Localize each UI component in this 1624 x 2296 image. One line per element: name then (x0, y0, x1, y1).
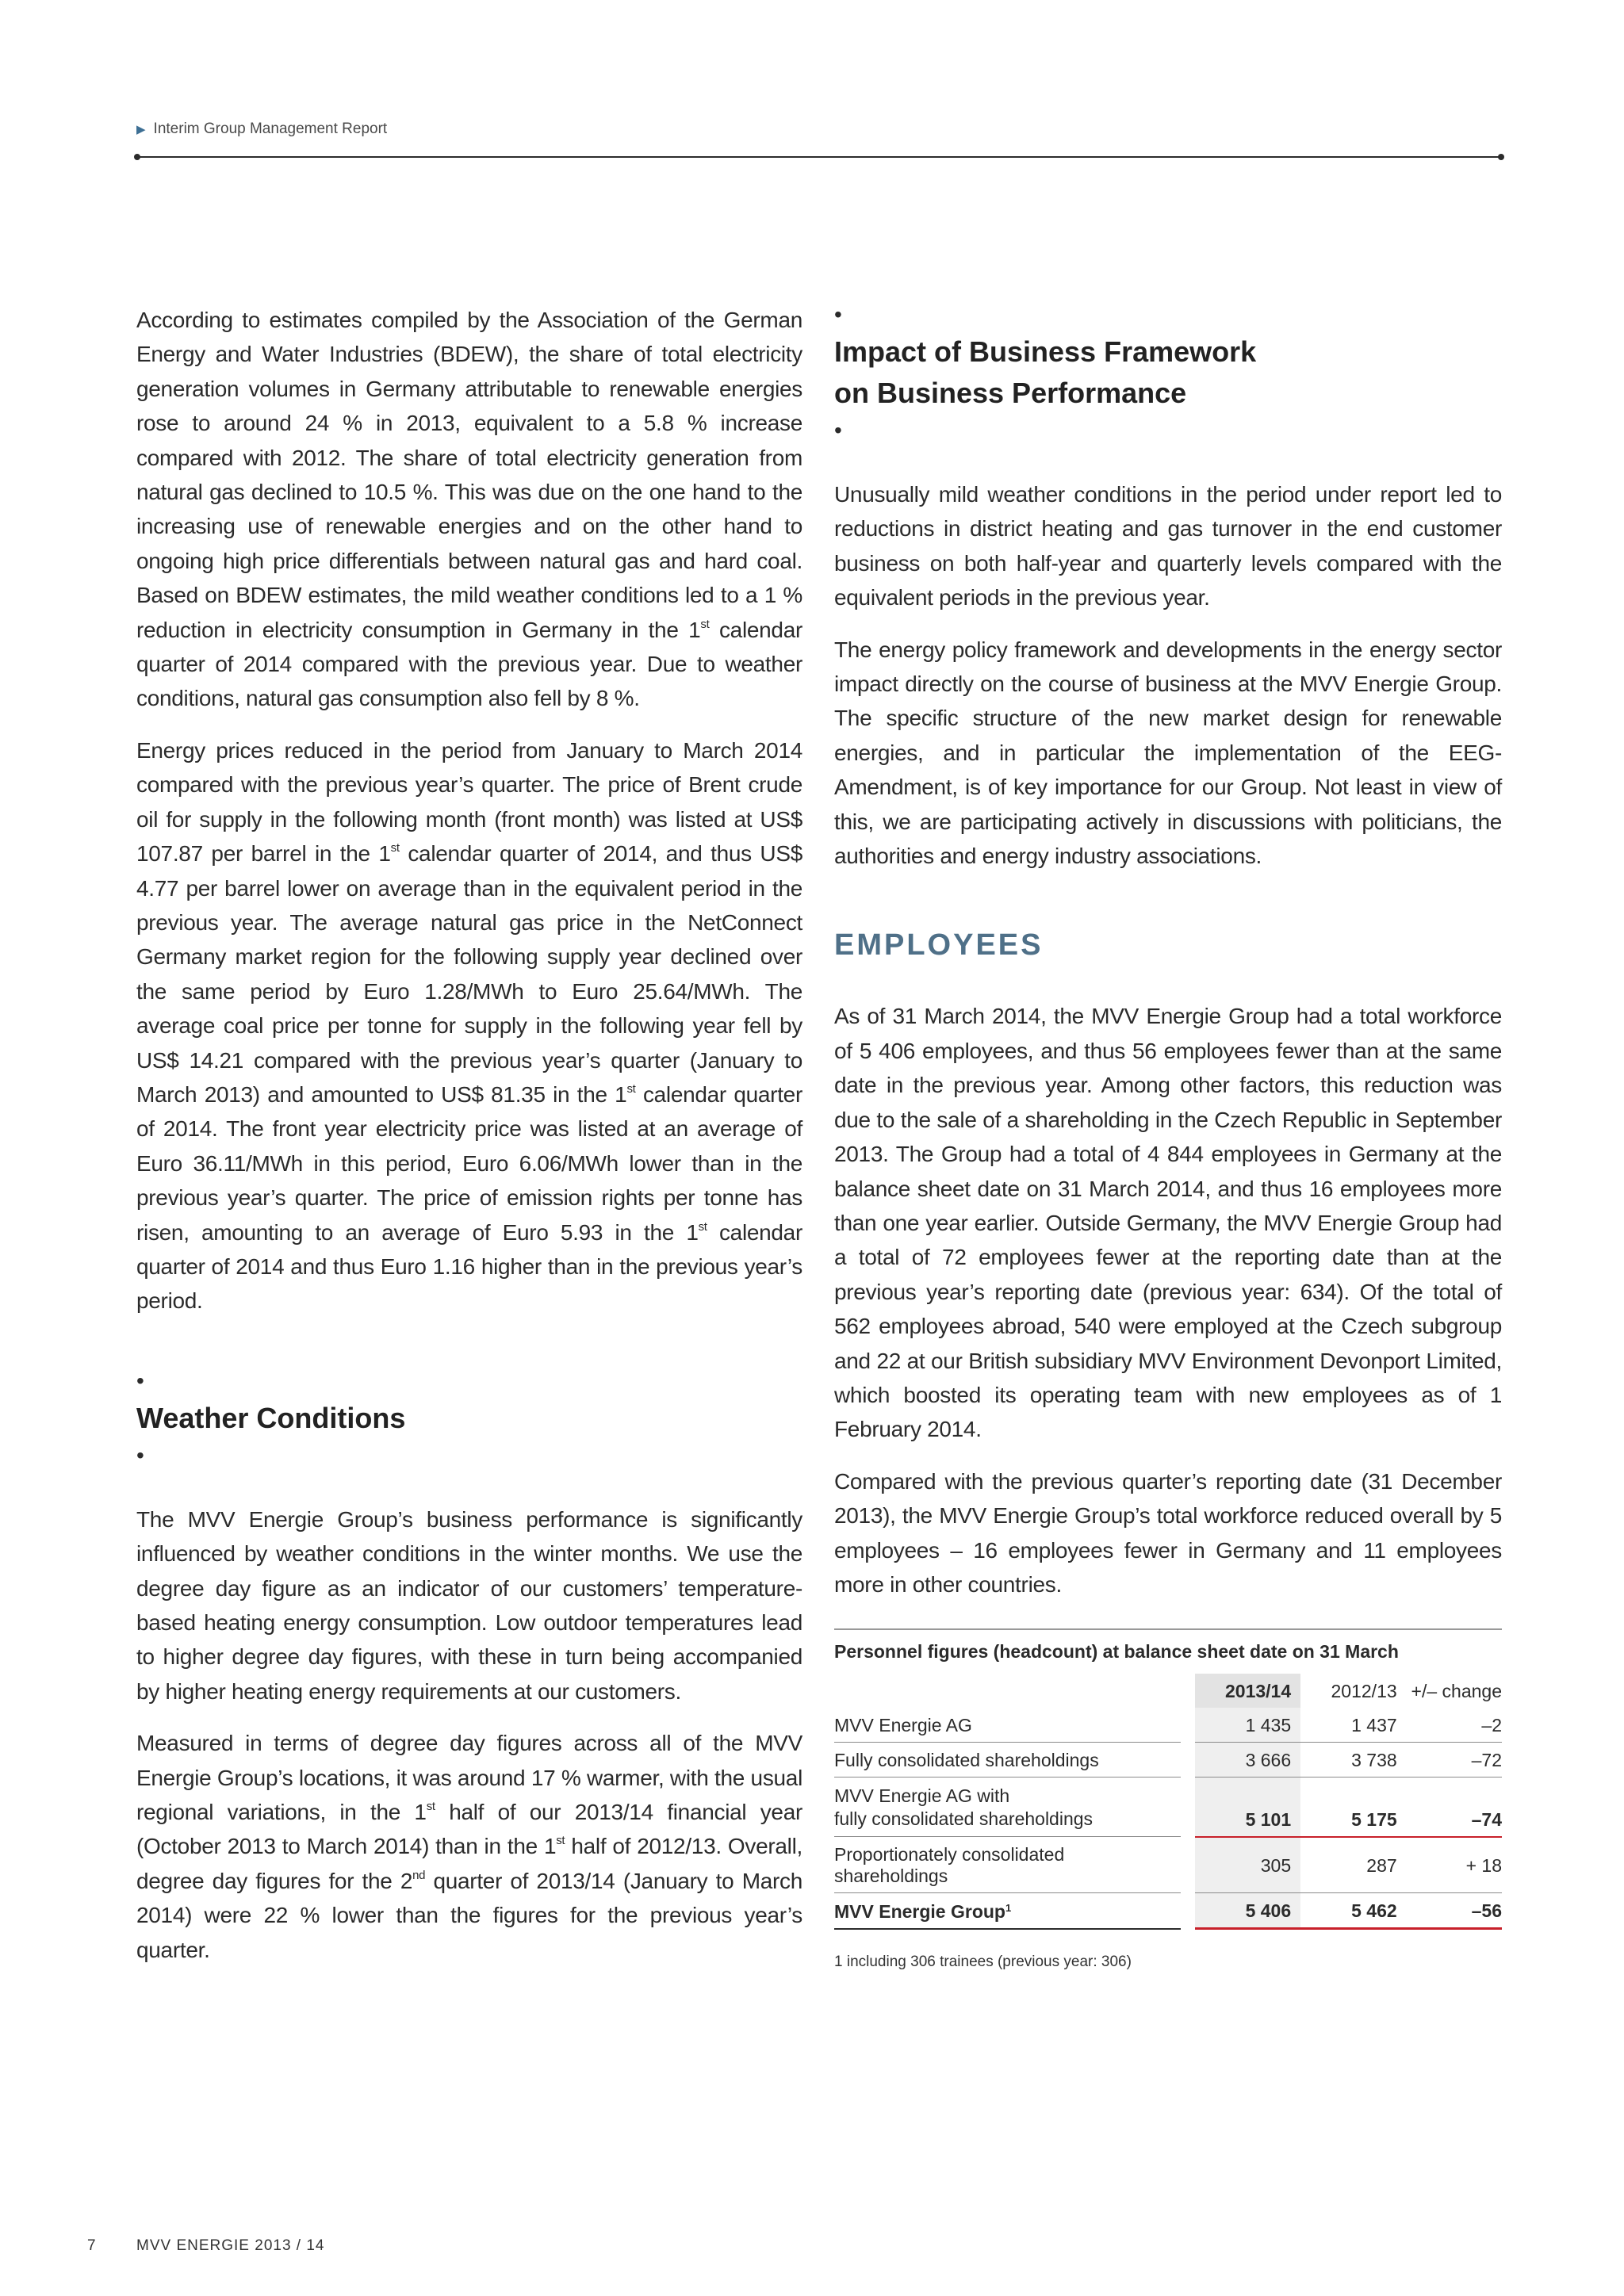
column-header: +/– change (1411, 1681, 1502, 1702)
paragraph-mild-weather: Unusually mild weather conditions in the period under report led to reductions in district heating and gas turnover in the end customer business on both half-year and quarterly levels compared with the equivalent periods in the previous year. (834, 482, 1502, 610)
header-rule (136, 156, 1502, 158)
bullet-icon: • (136, 1368, 144, 1393)
table-row: MVV Energie AG 1 435 1 437 –2 (834, 1708, 1502, 1743)
right-column (834, 303, 1502, 1971)
paragraph-degree-days: Measured in terms of degree day figures across all of the MVV Energie Group’s locations, it was around 17 % warmer, with the usual regional variations, in the 1st half of our 2013/14 financial year (October 2013 to March 2014) than in the 1st half of 2012/13. Overall, degree day figures for the 2nd quarter of 2013/14 (January to March 2014) were 22 % lower than the figures for the previous year’s quarter. (136, 1731, 802, 1962)
page-number: 7 (87, 2237, 97, 2254)
column-header: 2012/13 (1331, 1681, 1397, 1702)
bullet-icon: • (136, 1442, 144, 1468)
section-title: Interim Group Management Report (153, 121, 388, 137)
impact-heading: Impact of Business Framework on Business Performance (834, 335, 1257, 409)
paragraph-energy-policy: The energy policy framework and developments in the energy sector impact directly on the course of business at the MVV Energie Group. The specific structure of the new market design for renewable energies, and in particular the implementation of the EEG-Amendment, is of key importance for our Group. Not least in view of this, we are participating actively in discussions with politicians, the authorities and energy industry associations. (834, 637, 1502, 869)
paragraph-weather: The MVV Energie Group’s business performance is significantly influenced by weather conditions in the winter months. We use the degree day figure as an indicator of our customers’ temperature-based heating energy consumption. Low outdoor temperatures lead to higher degree day figures, with these in turn being accompanied by higher heating energy requirements at our customers. (136, 1506, 802, 1704)
bullet-icon: • (834, 418, 842, 442)
rule-dot-right (1498, 154, 1504, 160)
paragraph-workforce-change: Compared with the previous quarter’s reporting date (31 December 2013), the MVV Energie Group’s total workforce reduced overall by 5 employees – 16 employees fewer in Germany and 11 employees more in other countries. (834, 1468, 1502, 1597)
table-row: Fully consolidated shareholdings 3 666 3 738 –72 (834, 1743, 1502, 1777)
rule-dot-left (134, 154, 140, 160)
paragraph-energy-prices: Energy prices reduced in the period from January to March 2014 compared with the previous year’s quarter. The price of Brent crude oil for supply in the following month (front month) was listed at US$ 107.87 per barrel in the 1st calendar quarter of 2014, and thus US$ 4.77 per barrel lower on average than in the equivalent period in the previous year. The average natural gas price in the NetConnect Germany market region for the following supply year declined over the same period by Euro 1.28/MWh to Euro 25.64/MWh. The average coal price per tonne for supply in the following year fell by US$ 14.21 compared with the previous year’s quarter (January to March 2013) and amounted to US$ 81.35 in the 1st calendar quarter of 2014. The front year electricity price was listed at an average of Euro 36.11/MWh in this period, Euro 6.06/MWh lower than in the previous year’s quarter. The price of emission rights per tonne has risen, amounting to an average of Euro 5.93 in the 1st calendar quarter of 2014 and thus Euro 1.16 higher than in the previous year’s period. (136, 737, 802, 1314)
table-header-row (834, 1674, 1502, 1708)
table-row-total: MVV Energie Group$^1$ 5 406 5 462 –56 (834, 1893, 1502, 1929)
publication-title: MVV ENERGIE 2013 / 14 (136, 2237, 325, 2254)
left-column (136, 303, 802, 1984)
employees-heading: EMPLOYEES (834, 928, 1044, 962)
paragraph-workforce: As of 31 March 2014, the MVV Energie Group had a total workforce of 5 406 employees, and thus 56 employees fewer than at the same date in the previous year. Among other factors, this reduction was due to the sale of a shareholding in the Czech Republic in September 2013. The Group had a total of 4 844 employees in Germany at the balance sheet date on 31 March 2014, and thus 16 employees more than one year earlier. Outside Germany, the MVV Energie Group had a total of 72 employees fewer at the reporting date than at the previous year’s reporting date (previous year: 634). Of the total of 562 employees abroad, 540 were employed at the Czech subgroup and 22 at our British subsidiary MVV Environment Devonport Limited, which boosted its operating team with new employees as of 1 February 2014. (834, 1004, 1502, 1442)
table-row-subtotal: MVV Energie AG with fully consolidated shareholdings 5 101 5 175 –74 (834, 1777, 1502, 1837)
table-footnote: 1 including 306 trainees (previous year: 306) (834, 1954, 1132, 1971)
table-row: Proportionately consolidated shareholdings 305 287 + 18 (834, 1837, 1502, 1893)
paragraph-renewables: According to estimates compiled by the Association of the German Energy and Water Industries (BDEW), the share of total electricity generation volumes in Germany attributable to renewable energies rose to around 24 % in 2013, equivalent to a 5.8 % increase compared with 2012. The share of total electricity generation from natural gas declined to 10.5 %. This was due on the one hand to the increasing use of renewable energies and on the other hand to ongoing high price differentials between natural gas and hard coal. Based on BDEW estimates, the mild weather conditions led to a 1 % reduction in electricity consumption in Germany in the 1st calendar quarter of 2014 compared with the previous year. Due to weather conditions, natural gas consumption also fell by 8 %. (136, 308, 802, 711)
table-title: Personnel figures (headcount) at balance sheet date on 31 March (834, 1628, 1502, 1674)
column-header: 2013/14 (1195, 1674, 1301, 1708)
weather-heading: Weather Conditions (136, 1401, 406, 1434)
bullet-icon: • (834, 302, 842, 327)
personnel-table (834, 1628, 1502, 1930)
running-header (136, 121, 387, 138)
triangle-marker-icon: ▶ (136, 123, 146, 136)
